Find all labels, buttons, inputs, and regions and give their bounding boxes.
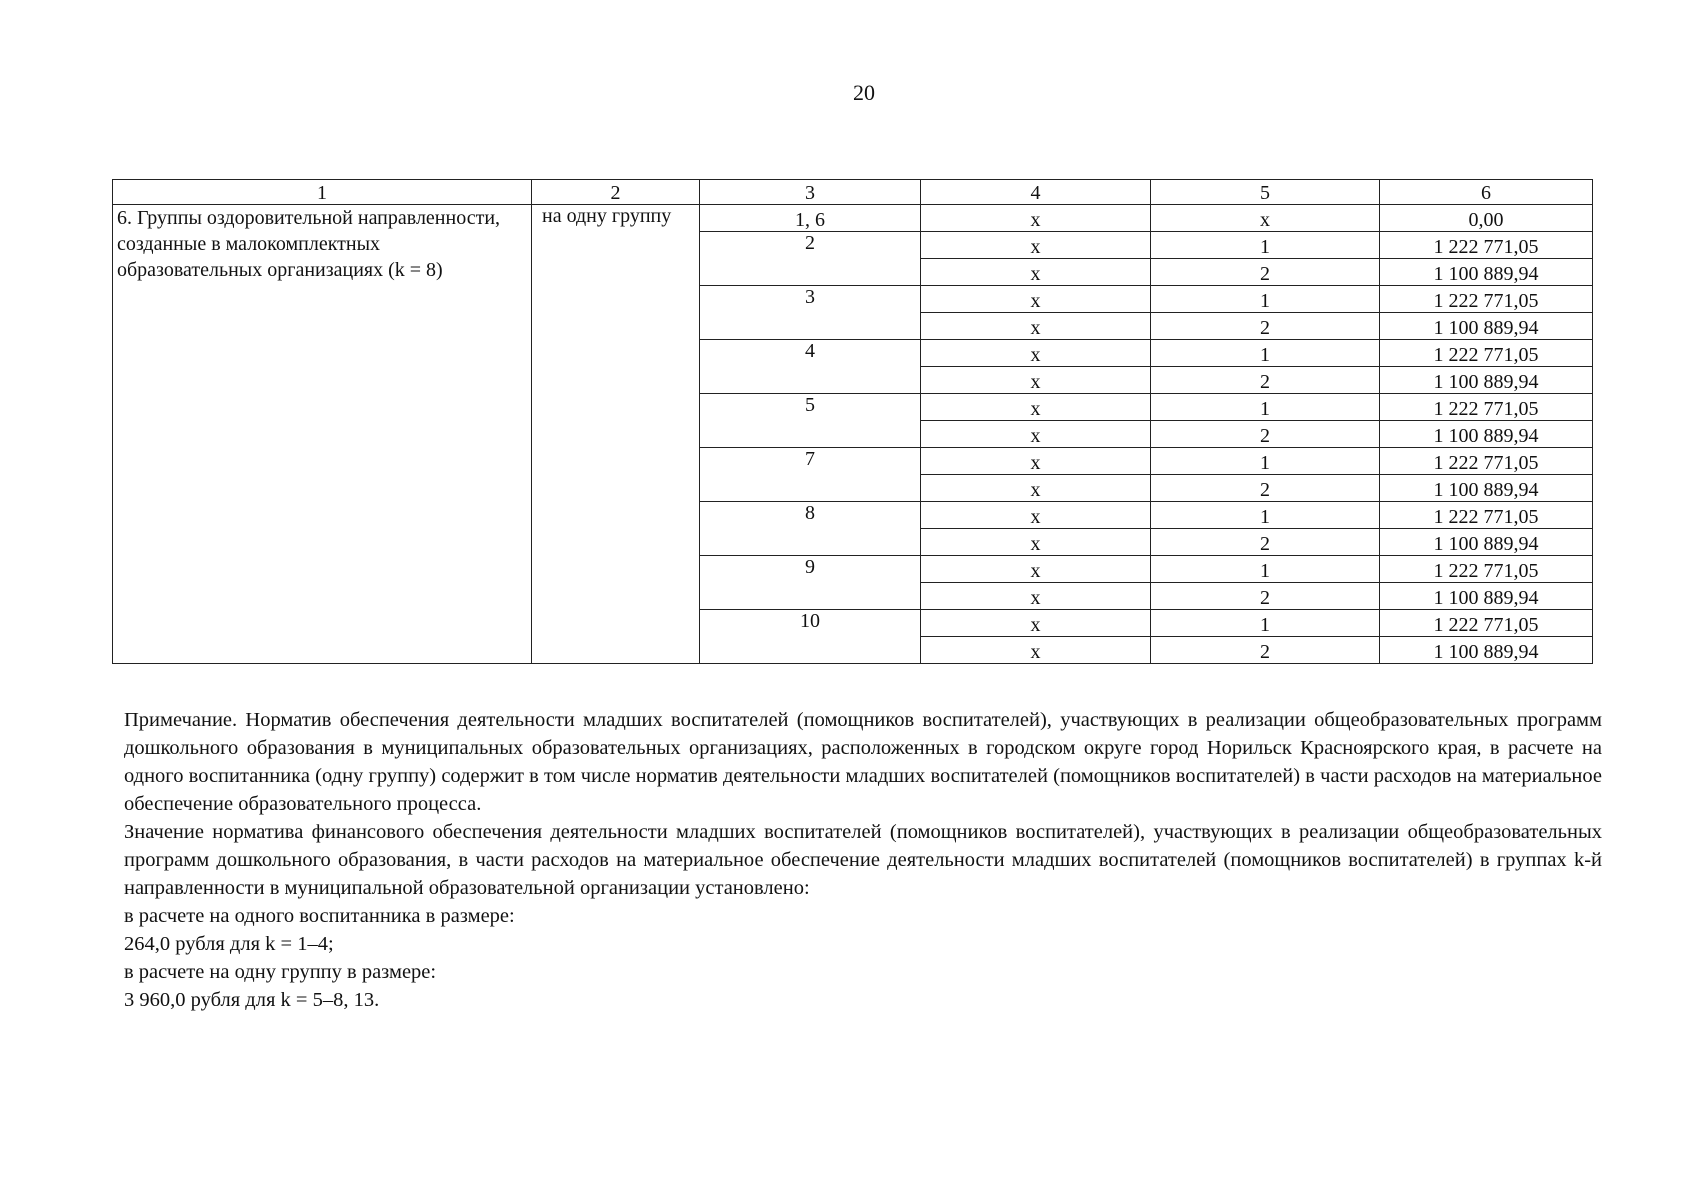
group-col-5: 1 <box>1151 610 1380 637</box>
group-col-5: 1 <box>1151 502 1380 529</box>
group-col-5: 2 <box>1151 421 1380 448</box>
group-col-5: 1 <box>1151 394 1380 421</box>
note-line-2: 264,0 рубля для k = 1–4; <box>124 933 334 955</box>
group-col-4: х <box>921 340 1151 367</box>
group-col-6: 1 222 771,05 <box>1380 394 1593 421</box>
norms-table <box>112 179 1593 664</box>
group-col-4: х <box>921 529 1151 556</box>
note-line-1: в расчете на одного воспитанника в размере: <box>124 905 515 927</box>
group-col-4: х <box>921 394 1151 421</box>
page-number: 20 <box>853 80 875 105</box>
group-col-3: 10 <box>700 610 921 664</box>
group-col-5: 2 <box>1151 367 1380 394</box>
group-col-6: 1 100 889,94 <box>1380 583 1593 610</box>
group-col-3: 7 <box>700 448 921 502</box>
group-col-6: 1 100 889,94 <box>1380 259 1593 286</box>
group-col-4: х <box>921 421 1151 448</box>
header-col-5: 5 <box>1151 180 1380 205</box>
table-row <box>113 205 1593 232</box>
group-col-5: 1 <box>1151 556 1380 583</box>
group-col-6: 1 222 771,05 <box>1380 556 1593 583</box>
group-col-6: 1 222 771,05 <box>1380 448 1593 475</box>
group-col-3: 2 <box>700 232 921 286</box>
note-block <box>124 706 1602 1014</box>
note-line-4: 3 960,0 рубля для k = 5–8, 13. <box>124 989 380 1011</box>
group-col-4: х <box>921 367 1151 394</box>
group-col-3: 4 <box>700 340 921 394</box>
group-col-5: 2 <box>1151 313 1380 340</box>
first-row-col-5: х <box>1151 205 1380 232</box>
group-col-6: 1 222 771,05 <box>1380 232 1593 259</box>
group-col-4: х <box>921 475 1151 502</box>
group-col-6: 1 100 889,94 <box>1380 367 1593 394</box>
group-col-3: 8 <box>700 502 921 556</box>
group-col-5: 2 <box>1151 529 1380 556</box>
group-col-4: х <box>921 448 1151 475</box>
group-col-4: х <box>921 583 1151 610</box>
group-col-5: 2 <box>1151 583 1380 610</box>
group-col-5: 2 <box>1151 475 1380 502</box>
first-row-col-6: 0,00 <box>1380 205 1593 232</box>
group-col-6: 1 222 771,05 <box>1380 610 1593 637</box>
header-col-2: 2 <box>532 180 700 205</box>
header-row <box>113 180 1593 205</box>
group-col-6: 1 222 771,05 <box>1380 286 1593 313</box>
group-col-6: 1 222 771,05 <box>1380 340 1593 367</box>
group-col-5: 1 <box>1151 232 1380 259</box>
group-col-5: 1 <box>1151 286 1380 313</box>
group-col-5: 2 <box>1151 637 1380 664</box>
header-col-3: 3 <box>700 180 921 205</box>
group-col-6: 1 100 889,94 <box>1380 313 1593 340</box>
group-col-5: 1 <box>1151 448 1380 475</box>
group-col-5: 1 <box>1151 340 1380 367</box>
first-row-col-4: х <box>921 205 1151 232</box>
group-col-4: х <box>921 259 1151 286</box>
group-col-5: 2 <box>1151 259 1380 286</box>
group-col-4: х <box>921 637 1151 664</box>
group-col-4: х <box>921 502 1151 529</box>
group-col-6: 1 100 889,94 <box>1380 637 1593 664</box>
group-col-3: 9 <box>700 556 921 610</box>
unit-cell: на одну группу <box>532 205 700 664</box>
group-col-4: х <box>921 313 1151 340</box>
group-col-3: 5 <box>700 394 921 448</box>
category-cell: 6. Группы оздоровительной направленности, созданные в малокомплектных образовательных организациях (k = 8) <box>113 205 532 664</box>
header-col-4: 4 <box>921 180 1151 205</box>
group-col-6: 1 100 889,94 <box>1380 475 1593 502</box>
note-paragraph-1: Примечание. Норматив обеспечения деятельности младших воспитателей (помощников воспитателей), участвующих в реализации общеобразовательных программ дошкольного образования в муниципальных образовательных организациях, расположенных в городском округе город Норильск Красноярского края, в расчете на одного воспитанника (одну группу) содержит в том числе норматив деятельности младших воспитателей (помощников воспитателей) в части расходов на материальное обеспечение образовательного процесса. <box>124 709 1602 815</box>
norms-table-body <box>113 180 1593 664</box>
group-col-4: х <box>921 232 1151 259</box>
first-row-col-3: 1, 6 <box>700 205 921 232</box>
group-col-6: 1 100 889,94 <box>1380 421 1593 448</box>
group-col-6: 1 222 771,05 <box>1380 502 1593 529</box>
note-line-3: в расчете на одну группу в размере: <box>124 961 437 983</box>
group-col-6: 1 100 889,94 <box>1380 529 1593 556</box>
group-col-3: 3 <box>700 286 921 340</box>
group-col-4: х <box>921 286 1151 313</box>
header-col-6: 6 <box>1380 180 1593 205</box>
group-col-4: х <box>921 610 1151 637</box>
header-col-1: 1 <box>113 180 532 205</box>
note-paragraph-2: Значение норматива финансового обеспечения деятельности младших воспитателей (помощников воспитателей), участвующих в реализации общеобразовательных программ дошкольного образования, в части расходов на материальное обеспечение деятельности младших воспитателей (помощников воспитателей) в группах k-й направленности в муниципальной образовательной организации установлено: <box>124 821 1602 899</box>
group-col-4: х <box>921 556 1151 583</box>
